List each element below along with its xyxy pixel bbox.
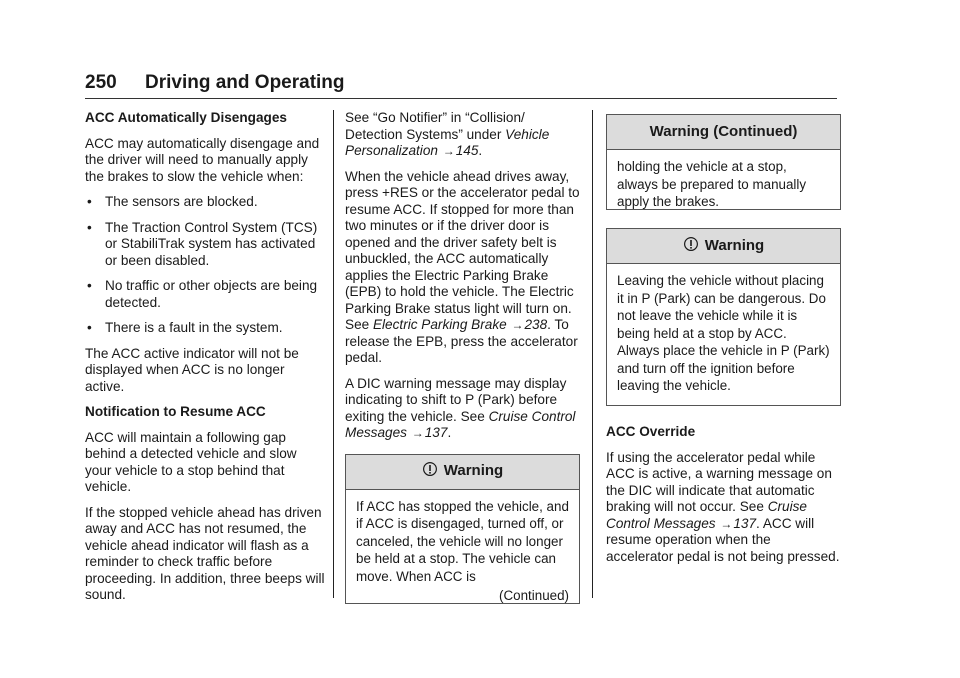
warning-box-stopped	[345, 454, 580, 604]
column-divider	[333, 110, 334, 598]
intro-paragraph: ACC may automatically disengage and the driver will need to manually apply the brakes to slow the vehicle when:	[85, 135, 320, 184]
page-reference-icon: →	[511, 318, 524, 332]
list-item: • The sensors are blocked.	[85, 194, 325, 211]
warning-box-continued	[606, 114, 841, 210]
page-reference-icon: ⁠⁠→	[442, 144, 455, 158]
heading-notification-resume: Notification to Resume ACC	[85, 404, 266, 419]
warning-body	[607, 150, 840, 219]
page-ref[interactable]: 145	[455, 143, 479, 158]
override-paragraph	[606, 450, 841, 566]
warning-icon	[422, 461, 438, 482]
continued-label: (Continued)	[499, 588, 569, 603]
xref-link-vehicle-personalization[interactable]: Vehicle Personalization	[345, 126, 550, 158]
drive-away-paragraph	[345, 169, 580, 367]
stopped-vehicle-paragraph: If the stopped vehicle ahead has driven away and ACC has not resumed, the vehicle ahead indicator will flash as a reminder to check traffic before proceeding. In addition, three beeps will sound.	[85, 504, 325, 602]
warning-title: Warning	[443, 462, 504, 480]
warning-continued-title: Warning (Continued)	[649, 122, 798, 140]
gap-paragraph: ACC will maintain a following gap behind a detected vehicle and slow your vehicle to a stop behind that vehicle.	[85, 429, 297, 494]
heading-acc-override: ACC Override	[606, 424, 696, 439]
page-ref[interactable]: 238	[524, 317, 548, 332]
section-title: Driving and Operating	[145, 72, 345, 93]
warning-text: Leaving the vehicle without placing it in P (Park) can be dangerous. Do not leave the vehicle while it is being held at a stop by ACC. Always place the vehicle in P (Park) and turn off the ignition before leaving the vehicle.	[617, 273, 830, 393]
xref-link-cruise-control-messages[interactable]: Cruise Control Messages	[606, 499, 807, 531]
page-reference-icon: →	[720, 516, 733, 531]
list-item: • The Traction Control System (TCS) or StabiliTrak system has activated or been disabled.	[85, 220, 325, 270]
list-item: • There is a fault in the system.	[85, 320, 325, 337]
xref-link-electric-parking-brake[interactable]: Electric Parking Brake	[372, 317, 507, 332]
disengage-conditions-list	[85, 194, 325, 337]
go-notifier-paragraph: See “Go Notifier” in “Collision/ Detection Systems” under Vehicle Personalization ⁠⁠→145.	[345, 110, 550, 158]
column-right	[606, 110, 841, 574]
page-ref[interactable]: 137	[733, 515, 757, 531]
warning-box-park	[606, 228, 841, 406]
warning-text: If ACC has stopped the vehicle, and if ACC is disengaged, turned off, or canceled, the vehicle will no longer be held at a stop. The vehicle can move. When ACC is	[356, 498, 569, 584]
dic-paragraph: A DIC warning message may display indicating to shift to P (Park) before exiting the vehicle. See Cruise Control Messages →137.	[345, 375, 576, 440]
see-text: See “Go Notifier” in “Collision/ Detection Systems” under	[345, 110, 525, 142]
xref-link-cruise-control-messages[interactable]: Cruise Control Messages	[345, 408, 576, 440]
override-text: If using the accelerator pedal while ACC is active, a warning message on the DIC will indicate that automatic braking will not occur. See	[606, 449, 832, 514]
column-middle	[345, 110, 580, 604]
warning-body	[346, 490, 579, 613]
page-reference-icon: →	[411, 426, 424, 440]
warning-header	[607, 115, 840, 150]
heading-acc-disengages: ACC Automatically Disengages	[85, 110, 287, 125]
column-divider	[592, 110, 593, 598]
warning-body	[607, 264, 840, 403]
warning-header	[346, 455, 579, 490]
page-number: 250	[85, 72, 117, 93]
warning-title: Warning	[704, 236, 765, 254]
override-resume-text: . ACC will resume operation when the accelerator pedal is not being pressed.	[606, 515, 840, 564]
page-header	[85, 70, 837, 100]
list-item: • No traffic or other objects are being detected.	[85, 278, 325, 311]
drive-away-text: When the vehicle ahead drives away, press +RES or the accelerator pedal to resume ACC. If stopped for more than two minutes or if the driver door is opened and the driver safety belt is unbuckled, the ACC automatically applies the Electric Parking Brake (EPB) to hold the vehicle. The Electric Parking Brake status light will turn on. See	[345, 168, 580, 332]
column-left	[85, 110, 325, 613]
epb-release-text: . To release the EPB, press the accelerator pedal.	[345, 317, 578, 365]
page-ref[interactable]: 137	[424, 425, 448, 440]
header-rule	[85, 98, 837, 99]
dic-text: A DIC warning message may display indicating to shift to P (Park) before exiting the vehicle. See	[345, 375, 567, 424]
warning-header	[607, 229, 840, 264]
warning-icon	[683, 236, 699, 257]
indicator-paragraph: The ACC active indicator will not be displayed when ACC is no longer active.	[85, 345, 299, 394]
warning-text: holding the vehicle at a stop, always be prepared to manually apply the brakes.	[617, 159, 807, 209]
